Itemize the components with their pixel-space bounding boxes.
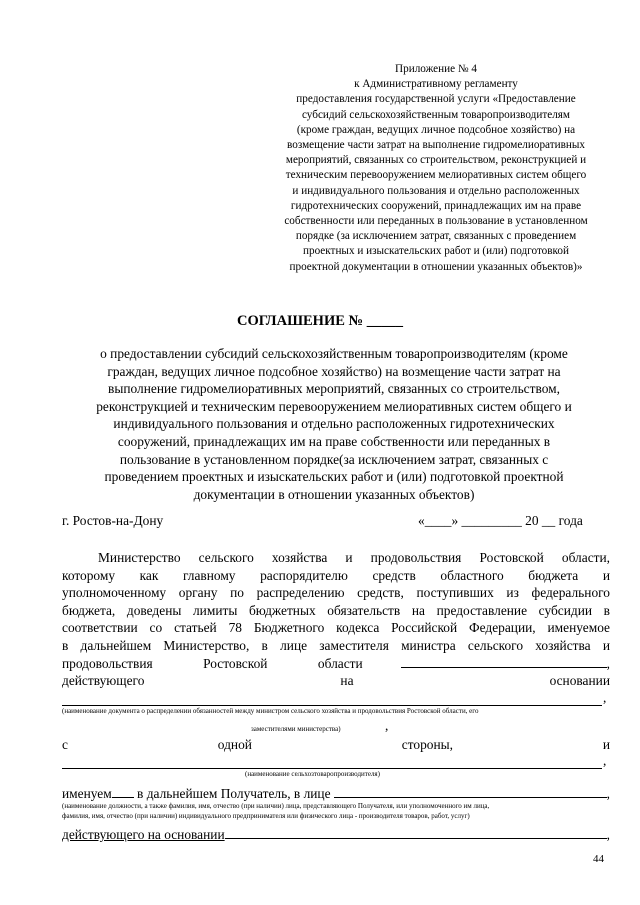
one-side-line <box>62 737 610 753</box>
subject-line: реконструкцией и техническим перевооружением мелиоративных систем общего и <box>96 398 572 414</box>
word: действующего <box>62 673 145 689</box>
basis-document-blank[interactable] <box>62 705 602 706</box>
agreement-subject <box>58 345 610 503</box>
basis-text: действующего на основании <box>62 827 225 842</box>
appendix-line: проектной документации в отношении указанных объектов)» <box>289 260 583 273</box>
place-of-signing: г. Ростов-на-Дону <box>62 513 164 528</box>
basis-document-note-cont: заместителями министерства) <box>251 725 341 733</box>
appendix-line: собственности или переданных в пользование в установленном <box>284 215 588 228</box>
subject-line: индивидуального пользования и отдельно расположенных гидротехнических <box>113 416 555 432</box>
basis-blank[interactable] <box>225 826 607 839</box>
basis-document-note: (наименование документа о распределении обязанностей между министром сельского хозяйства и продовольствия Ростовской области, его <box>62 707 479 715</box>
date-field: «____» _________ 20 __ года <box>418 513 583 528</box>
word: на <box>340 673 354 689</box>
recipient-prefix: именуем <box>62 786 112 801</box>
appendix-line: возмещение части затрат на выполнение гидромелиоративных <box>287 139 585 152</box>
subject-line: граждан, ведущих личное подсобное хозяйство) на возмещение части затрат на <box>107 363 561 379</box>
comma: , <box>606 786 610 801</box>
paragraph-line: соответствии со статьей 78 Бюджетного кодекса Российской Федерации, именуемое <box>62 620 610 636</box>
paragraph-line: бюджета, доведены лимиты бюджетных обязательств на предоставление субсидии в <box>62 602 610 618</box>
paragraph-line: Министерство сельского хозяйства и продовольствия Ростовской области, <box>98 550 610 565</box>
word: Ростовской <box>203 655 268 671</box>
appendix-line: (кроме граждан, ведущих личное подсобное хозяйство) на <box>296 123 576 136</box>
deputy-name-blank[interactable] <box>401 655 607 668</box>
comma: , <box>606 827 610 842</box>
representative-note: (наименование должности, а также фамилия, имя, отчество (при наличии) лица, представляющего Получателя, или уполномоченного им лица, <box>62 802 490 810</box>
comma: , <box>603 690 607 705</box>
appendix-line: и индивидуального пользования и отдельно расположенных <box>292 184 580 197</box>
paragraph-line: в дальнейшем Министерство, в лице заместителя министра сельского хозяйства и <box>62 637 610 653</box>
appendix-line: мероприятий, связанных со строительством, реконструкцией и <box>285 154 587 167</box>
appendix-line: порядке (за исключением затрат, связанных с проведением <box>295 230 577 243</box>
recipient-ending-blank[interactable] <box>112 785 134 798</box>
recipient-text: в дальнейшем Получатель, в лице <box>133 786 331 801</box>
appendix-line: субсидий сельскохозяйственным товаропроизводителям <box>301 108 570 121</box>
main-paragraph <box>62 549 610 690</box>
appendix-line: проектных и изыскательских работ и (или) подготовкой <box>302 245 570 258</box>
subject-line: сооружений, принадлежащих им на праве собственности или переданных в <box>117 433 551 449</box>
paragraph-line: уполномоченному органу по распределению средств, поступивших из федерального <box>62 585 610 601</box>
subject-line: пользование в установленном порядке(за исключением затрат, связанных с <box>119 451 549 467</box>
appendix-line: техническим перевооружением мелиоративных систем общего <box>285 169 587 182</box>
representative-note-cont: фамилия, имя, отчество (при наличии) индивидуального предпринимателя или физического лица - производителя товаров, работ, услуг) <box>62 812 470 820</box>
subject-line: выполнение гидромелиоративных мероприятий, связанных со строительством, <box>108 381 560 397</box>
recipient-line <box>62 785 610 802</box>
word: и <box>602 737 610 752</box>
producer-name-blank[interactable] <box>62 768 602 769</box>
agreement-title: СОГЛАШЕНИЕ № _____ <box>237 313 403 329</box>
subject-line: проведением проектных и изыскательских работ и (или) подготовкой проектной <box>104 469 564 485</box>
word: одной <box>217 737 252 752</box>
producer-name-note: (наименование сельхозтоваропроизводителя) <box>245 770 380 778</box>
comma: , <box>606 655 611 671</box>
word: с <box>62 737 68 752</box>
comma: , <box>385 718 389 733</box>
page-number: 44 <box>593 853 604 865</box>
basis-line <box>62 826 610 843</box>
appendix-header <box>250 62 622 275</box>
subject-line: о предоставлении субсидий сельскохозяйственным товаропроизводителям (кроме <box>100 346 568 361</box>
word: области <box>317 655 363 671</box>
comma: , <box>603 753 607 768</box>
representative-blank[interactable] <box>334 785 607 798</box>
appendix-line: гидротехнических сооружений, принадлежащих им на праве <box>290 199 582 212</box>
appendix-line: Приложение № 4 <box>395 63 477 75</box>
appendix-line: к Административному регламенту <box>354 78 518 91</box>
word: продовольствия <box>62 655 153 671</box>
paragraph-line-deputy <box>62 655 610 673</box>
appendix-line: предоставления государственной услуги «Предоставление <box>296 93 576 106</box>
paragraph-line-basis <box>62 672 610 690</box>
subject-line: документации в отношении указанных объектов) <box>193 486 475 502</box>
word: стороны, <box>401 737 453 752</box>
word: основании <box>549 673 610 689</box>
paragraph-line: которому как главному распорядителю средств областного бюджета и <box>62 567 610 583</box>
